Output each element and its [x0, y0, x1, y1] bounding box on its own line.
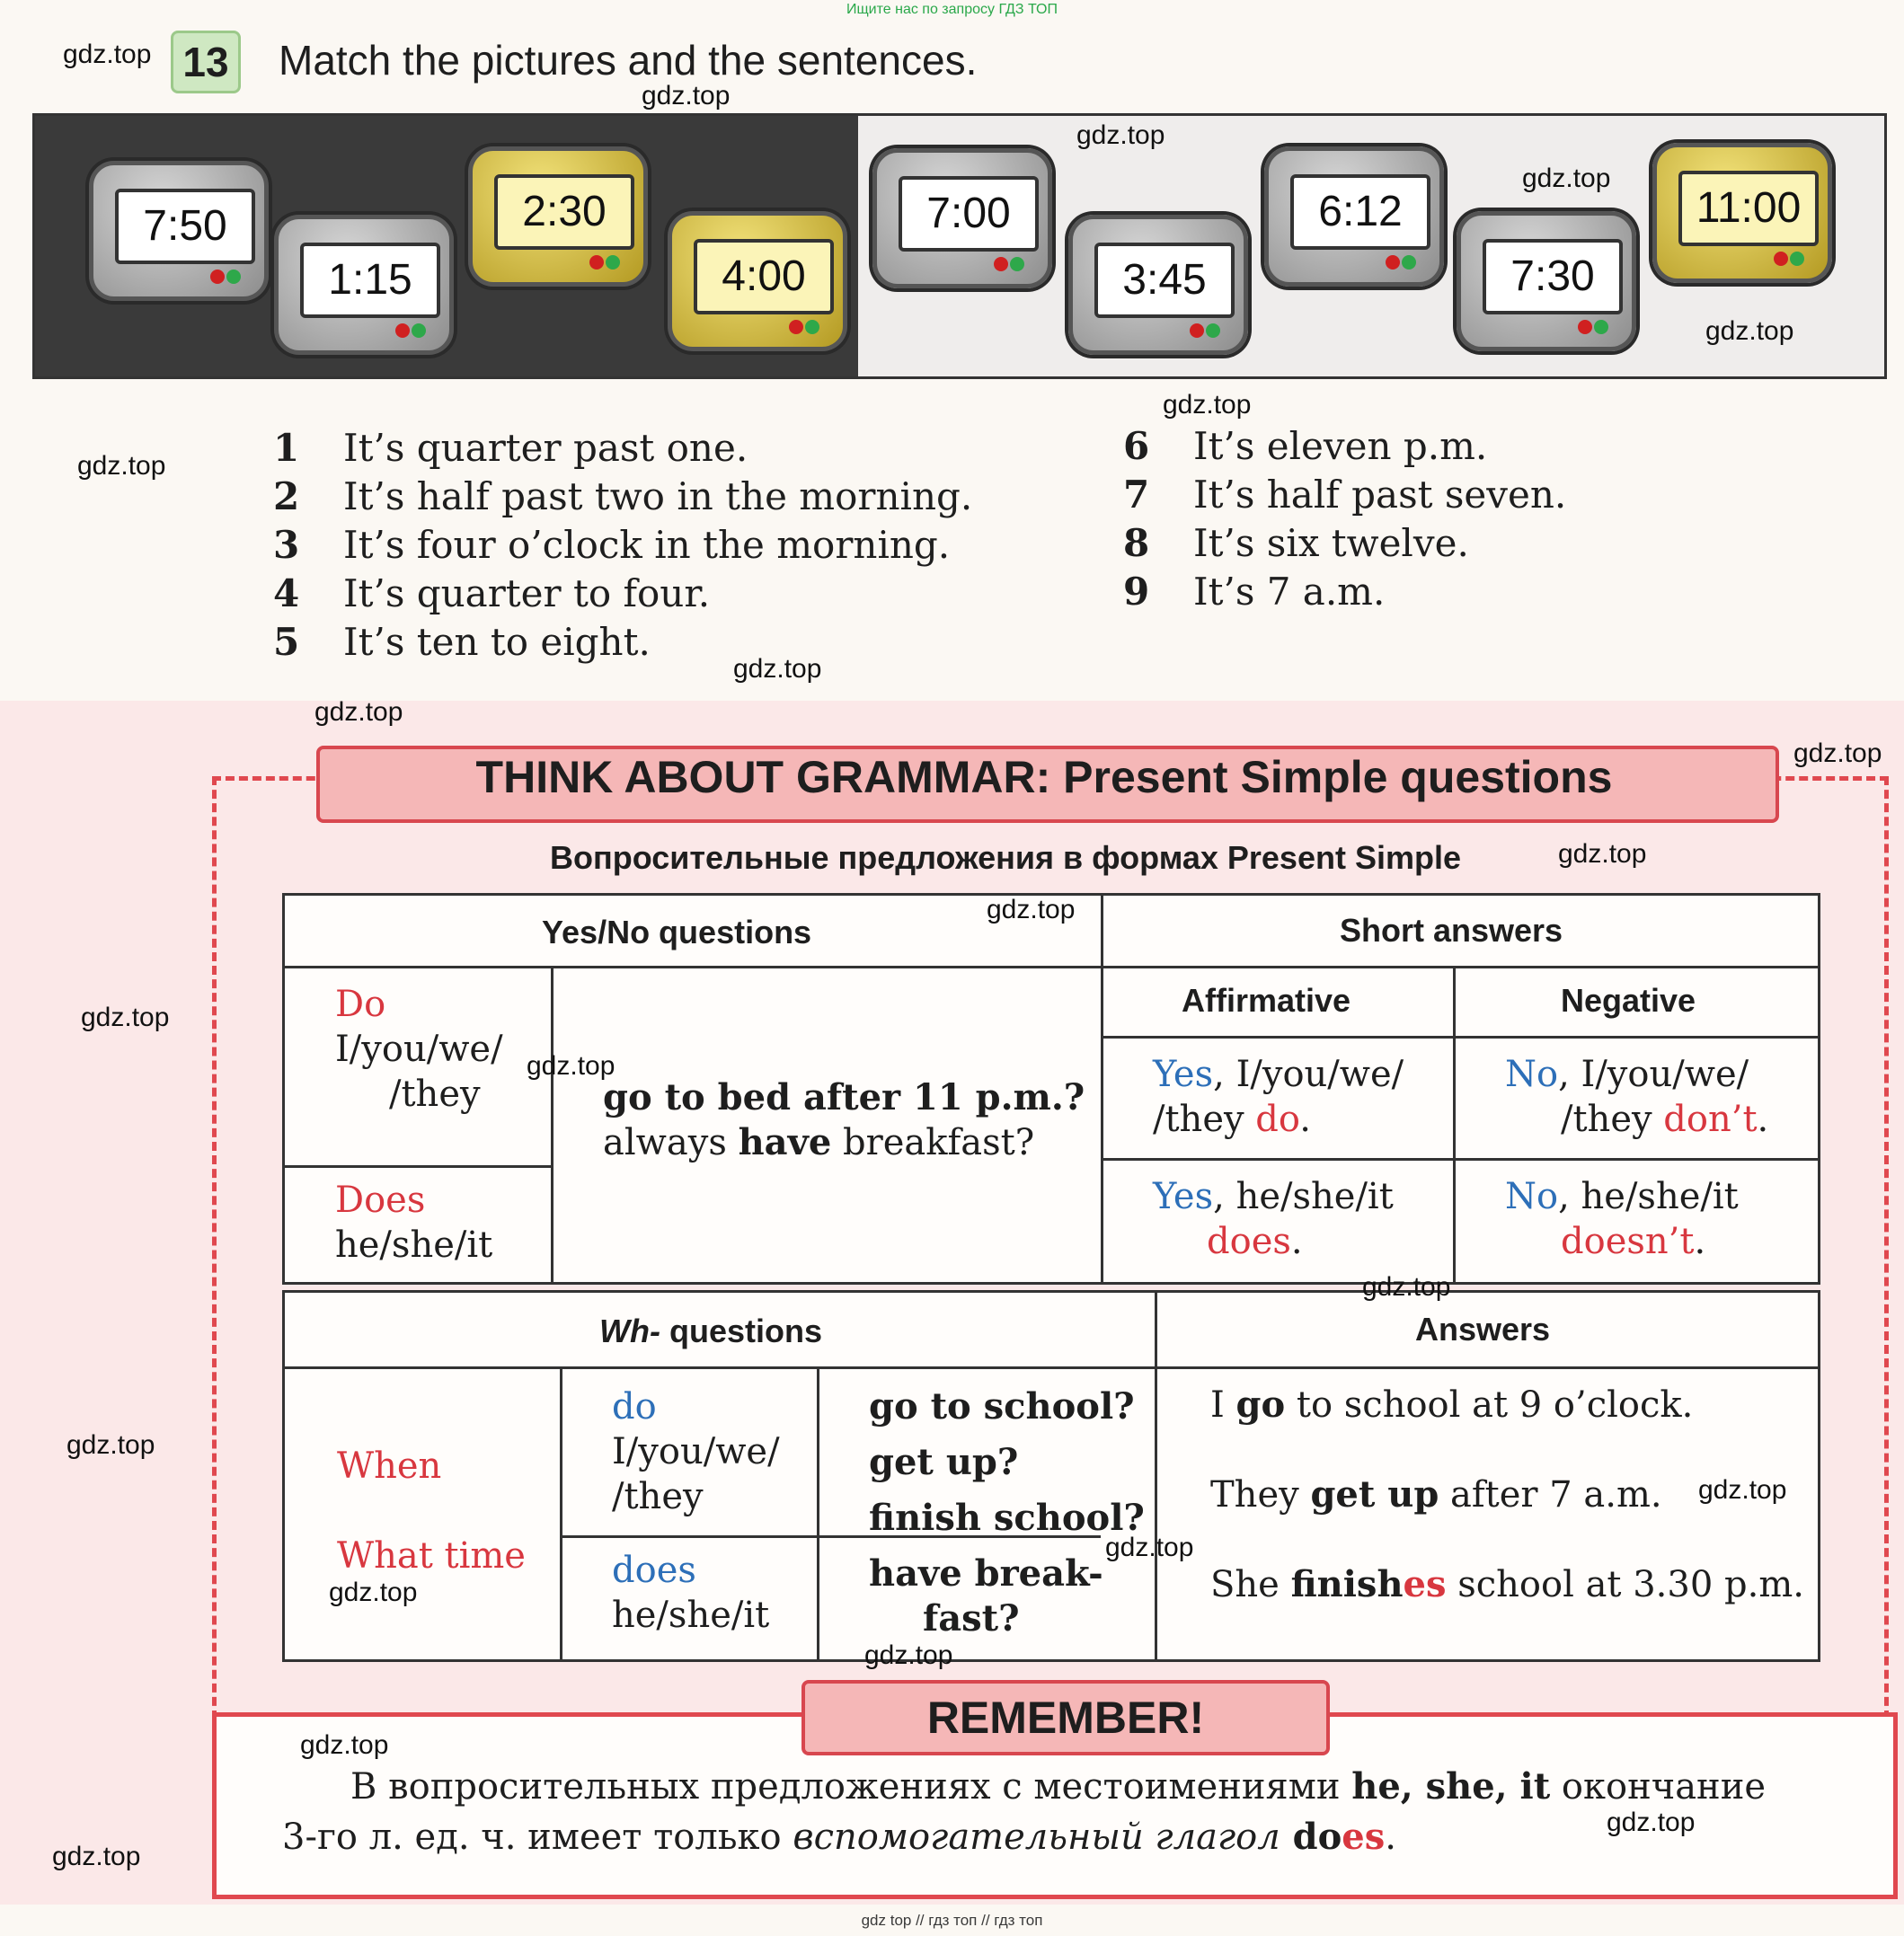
do-label: Do — [335, 984, 386, 1025]
watermark: gdz.top — [52, 1842, 141, 1871]
yes-no-questions-header: Yes/No questions — [542, 914, 812, 950]
sentences-left — [273, 424, 972, 667]
answer-3: She finishes school at 3.30 p.m. — [1210, 1563, 1804, 1605]
sentence-item: 3 It’s four o’clock in the morning. — [273, 523, 951, 567]
watermark: gdz.top — [864, 1640, 953, 1670]
clock-time: 7:50 — [115, 189, 255, 264]
answers-header: Answers — [1415, 1311, 1551, 1348]
subject-plural-line1: I/you/we/ — [335, 1029, 503, 1070]
clock-time: 3:45 — [1094, 243, 1235, 318]
affirmative-answer-singular-2: does. — [1207, 1221, 1303, 1262]
negative-header: Negative — [1561, 982, 1696, 1019]
watermark: gdz.top — [642, 81, 731, 111]
clock-8 — [1457, 211, 1636, 351]
sentence-item: 8 It’s six twelve. — [1123, 521, 1469, 565]
remember-title: REMEMBER! — [801, 1680, 1330, 1755]
verb-have-breakfast-2: fast? — [923, 1597, 1020, 1640]
remember-line-2: 3-го л. ед. ч. имеет только вспомогательный глагол does. — [282, 1816, 1396, 1858]
verb-get-up: get up? — [869, 1441, 1019, 1483]
watermark: gdz.top — [329, 1578, 418, 1607]
clock-2 — [274, 215, 454, 355]
watermark: gdz.top — [1793, 738, 1882, 768]
clock-time: 4:00 — [694, 239, 834, 314]
clock-9 — [1652, 143, 1832, 283]
exercise-title: Match the pictures and the sentences. — [279, 37, 978, 84]
affirmative-answer-singular: Yes, he/she/it — [1153, 1176, 1394, 1217]
subject-plural-line2: /they — [612, 1476, 704, 1517]
clock-3 — [468, 146, 648, 287]
sentence-item: 4 It’s quarter to four. — [273, 571, 711, 615]
watermark: gdz.top — [987, 895, 1076, 924]
wh-questions-header: Wh- questions — [599, 1313, 822, 1349]
clock-time: 2:30 — [494, 174, 634, 250]
clock-1 — [89, 161, 269, 301]
clock-strip — [32, 113, 1887, 379]
sentence-item: 5 It’s ten to eight. — [273, 620, 651, 664]
sentence-item: 7 It’s half past seven. — [1123, 473, 1567, 517]
clock-time: 1:15 — [300, 243, 440, 318]
affirmative-header: Affirmative — [1182, 982, 1351, 1019]
sentence-item: 2 It’s half past two in the morning. — [273, 474, 973, 518]
clock-time: 7:00 — [899, 176, 1039, 252]
short-answers-header: Short answers — [1340, 912, 1563, 949]
verb-phrase-1: go to bed after 11 p.m.? — [603, 1076, 1085, 1118]
grammar-title: THINK ABOUT GRAMMAR: Present Simple questions — [475, 752, 1613, 802]
answer-2: They get up after 7 a.m. — [1210, 1473, 1662, 1516]
watermark: gdz.top — [314, 697, 403, 727]
watermark: gdz.top — [1698, 1475, 1787, 1505]
clock-7 — [1264, 146, 1444, 287]
subject-plural-line1: I/you/we/ — [612, 1431, 780, 1472]
wh-questions-table — [282, 1290, 1820, 1662]
sentences-right — [1123, 422, 1566, 616]
verb-finish-school: finish school? — [869, 1497, 1145, 1539]
verb-go-to-school: go to school? — [869, 1385, 1135, 1428]
clock-time: 6:12 — [1290, 174, 1430, 250]
watermark: gdz.top — [1705, 316, 1794, 346]
negative-answer-plural: No, I/you/we/ — [1505, 1054, 1749, 1095]
negative-answer-singular: No, he/she/it — [1505, 1176, 1739, 1217]
watermark: gdz.top — [1362, 1272, 1451, 1302]
bottom-banner[interactable]: gdz top // гдз топ // гдз топ — [861, 1912, 1043, 1929]
watermark: gdz.top — [1522, 164, 1611, 193]
verb-have-breakfast-1: have break- — [869, 1552, 1103, 1595]
watermark: gdz.top — [527, 1051, 615, 1081]
does-label: does — [612, 1550, 696, 1591]
yes-no-table — [282, 893, 1820, 1285]
watermark: gdz.top — [300, 1730, 389, 1760]
clock-6 — [1068, 215, 1248, 355]
watermark: gdz.top — [1105, 1533, 1194, 1562]
watermark: gdz.top — [1163, 390, 1252, 420]
sentence-item: 1 It’s quarter past one. — [273, 426, 748, 470]
sentence-item: 6 It’s eleven p.m. — [1123, 424, 1488, 468]
affirmative-answer-plural-2: /they do. — [1153, 1099, 1311, 1140]
clock-time: 11:00 — [1678, 171, 1819, 246]
subject-plural-line2: /they — [389, 1074, 481, 1115]
clock-time: 7:30 — [1483, 239, 1623, 314]
sentence-item: 9 It’s 7 a.m. — [1123, 570, 1386, 614]
what-time-label: What time — [337, 1535, 526, 1577]
negative-answer-plural-2: /they don’t. — [1561, 1099, 1769, 1140]
exercise-number: 13 — [171, 31, 241, 93]
do-label: do — [612, 1386, 657, 1428]
top-banner[interactable]: Ищите нас по запросу ГДЗ ТОП — [846, 2, 1058, 17]
watermark: gdz.top — [733, 654, 822, 684]
when-label: When — [337, 1445, 442, 1487]
watermark: gdz.top — [1607, 1808, 1696, 1837]
grammar-subtitle: Вопросительные предложения в формах Present Simple — [550, 839, 1461, 876]
does-label: Does — [335, 1180, 426, 1221]
remember-line-1: В вопросительных предложениях с местоимениями he, she, it окончание — [350, 1765, 1767, 1808]
verb-phrase-2: always have breakfast? — [603, 1121, 1035, 1163]
watermark: gdz.top — [1558, 839, 1647, 869]
watermark: gdz.top — [77, 451, 166, 481]
subject-singular: he/she/it — [335, 1224, 493, 1266]
watermark: gdz.top — [1076, 120, 1165, 150]
clock-5 — [872, 148, 1052, 288]
subject-singular: he/she/it — [612, 1595, 770, 1636]
watermark: gdz.top — [66, 1430, 155, 1460]
watermark: gdz.top — [81, 1003, 170, 1032]
negative-answer-singular-2: doesn’t. — [1561, 1221, 1706, 1262]
answer-1: I go to school at 9 o’clock. — [1210, 1383, 1694, 1426]
clock-4 — [668, 211, 847, 351]
watermark: gdz.top — [63, 40, 152, 69]
affirmative-answer-plural: Yes, I/you/we/ — [1153, 1054, 1404, 1095]
